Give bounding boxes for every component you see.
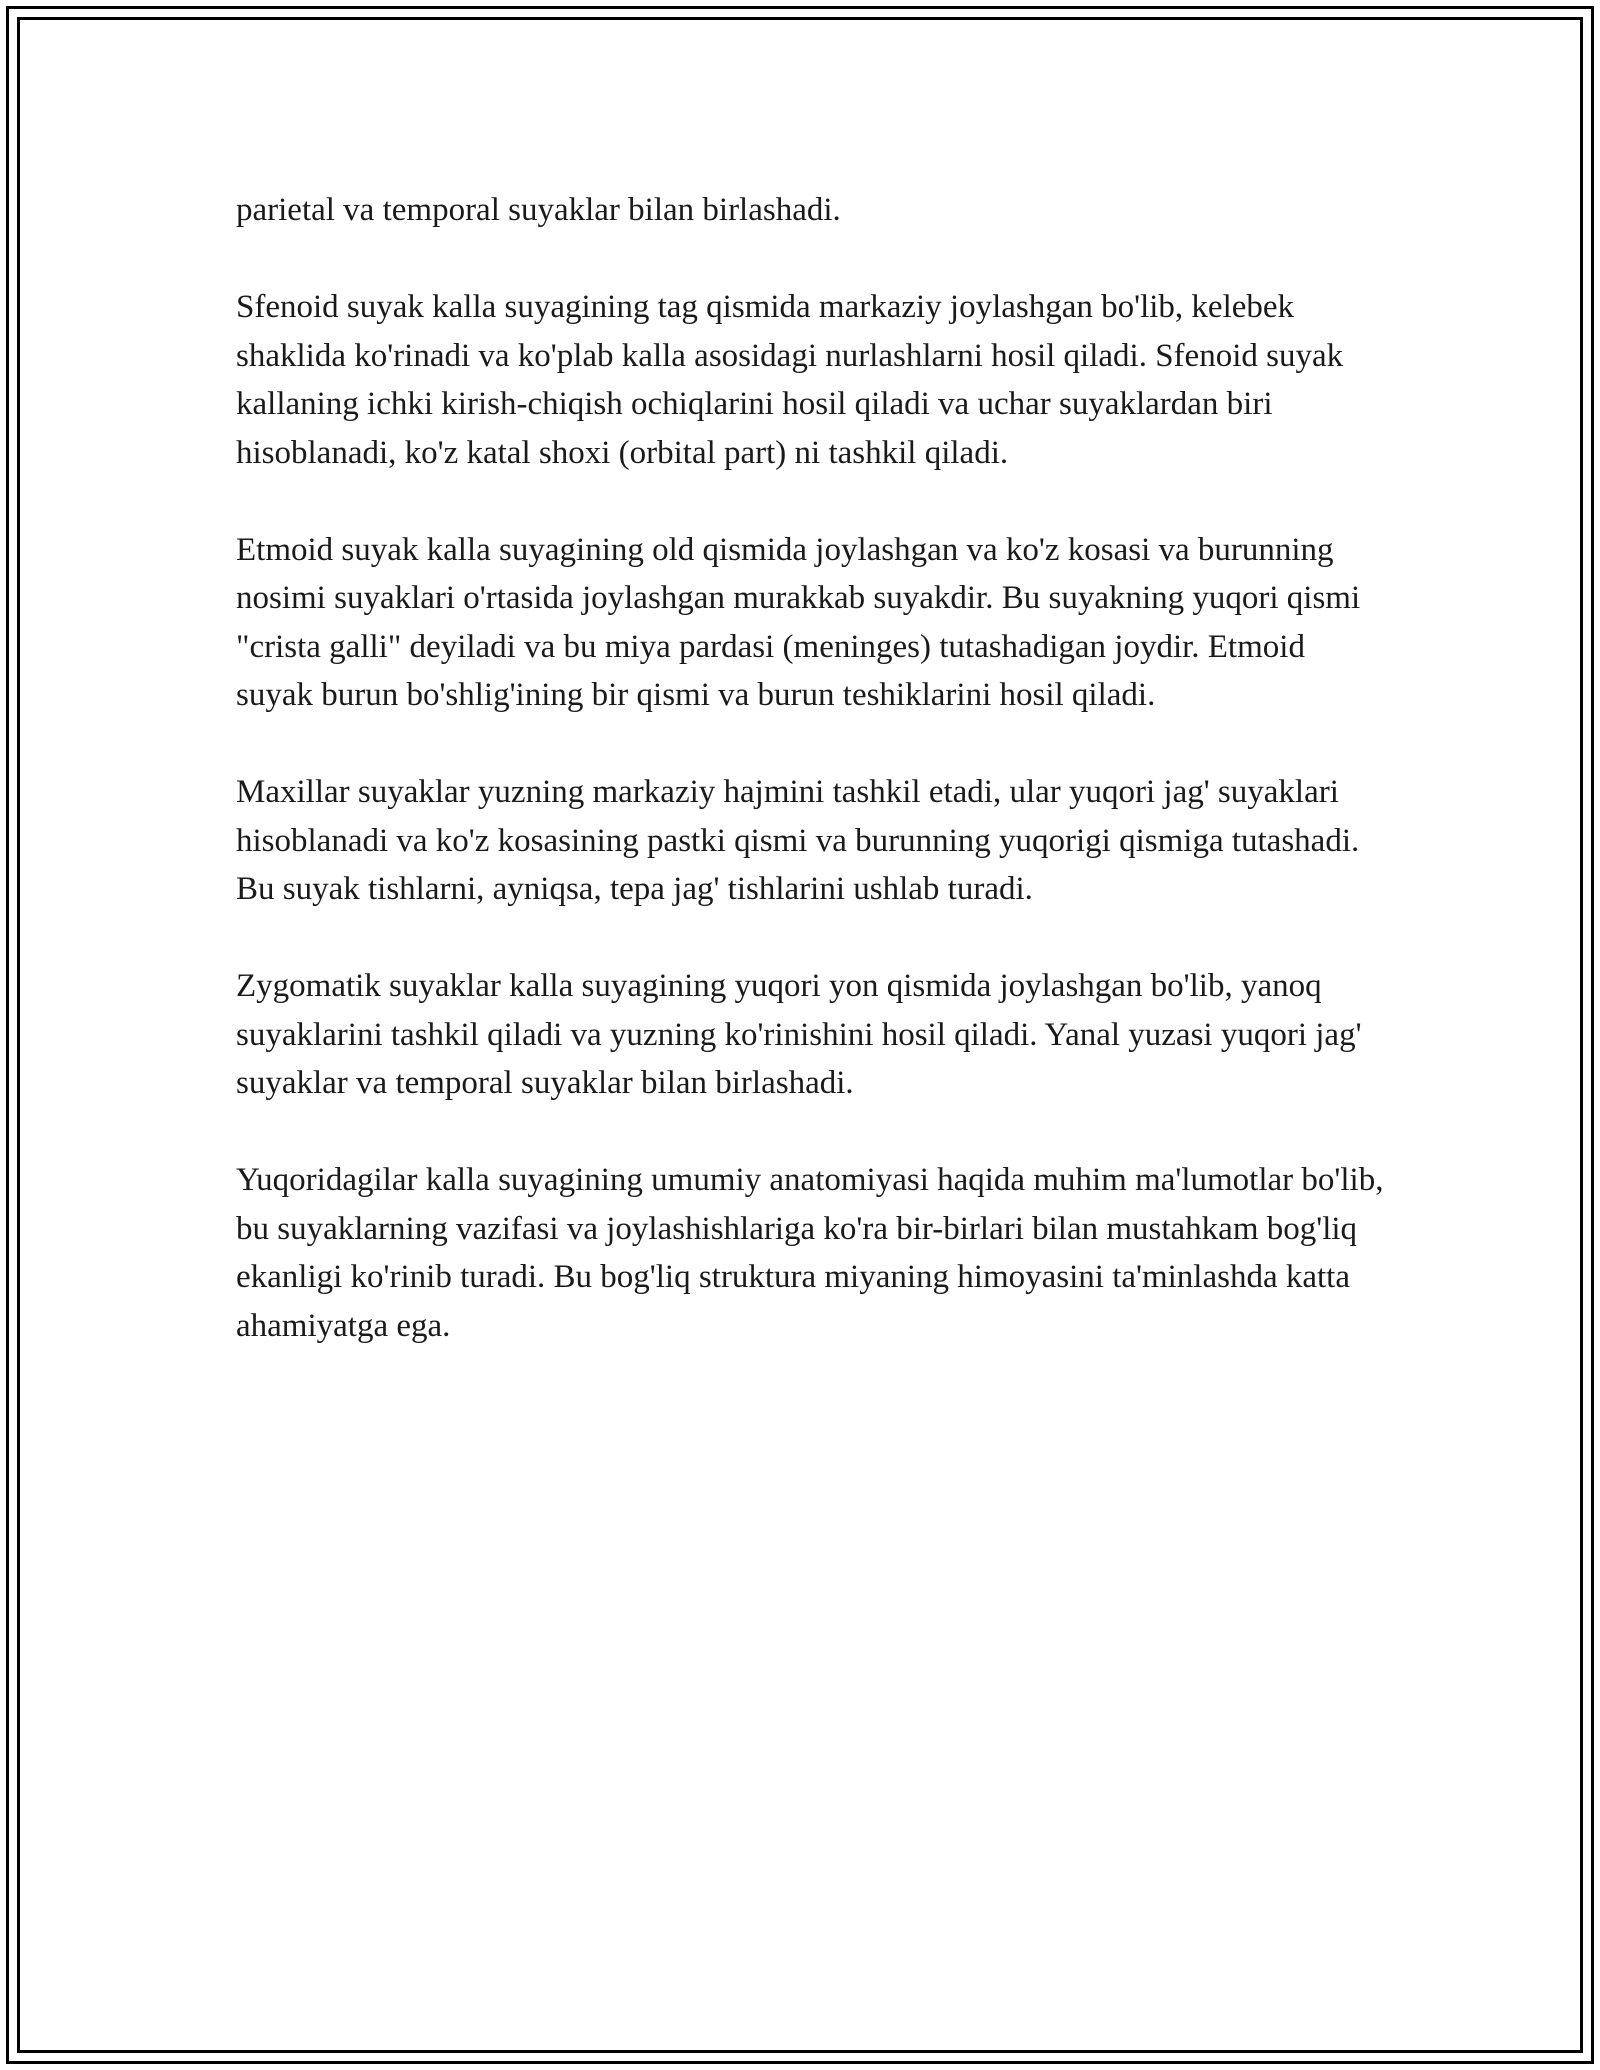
paragraph-maxilla: Maxillar suyaklar yuzning markaziy hajmini tashkil etadi, ular yuqori jag' suyaklari hisoblanadi va ko'z kosasining pastki qismi va burunning yuqorigi qismiga tutashadi. Bu suyak tishlarni, ayniqsa, tepa jag' tishlarini ushlab turadi. <box>236 774 1360 907</box>
paragraph-summary: Yuqoridagilar kalla suyagining umumiy anatomiyasi haqida muhim ma'lumotlar bo'lib, bu suyaklarning vazifasi va joylashishlariga ko'ra bir-birlari bilan mustahkam bog'liq ekanligi ko'rinib turadi. Bu bog'liq struktura miyaning himoyasini ta'minlashda katta ahamiyatga ega. <box>236 1162 1384 1344</box>
paragraph-zygomatic: Zygomatik suyaklar kalla suyagining yuqori yon qismida joylashgan bo'lib, yanoq suyaklarini tashkil qiladi va yuzning ko'rinishini hosil qiladi. Yanal yuzasi yuqori jag' suyaklar va temporal suyaklar bilan birlashadi. <box>236 968 1362 1101</box>
paragraph-sphenoid: Sfenoid suyak kalla suyagining tag qismida markaziy joylashgan bo'lib, kelebek shaklida ko'rinadi va ko'plab kalla asosidagi nurlashlarni hosil qiladi. Sfenoid suyak kallaning ichki kirish-chiqish ochiqlarini hosil qiladi va uchar suyaklardan biri hisoblanadi, ko'z katal shoxi (orbital part) ni tashkil qiladi. <box>236 289 1344 471</box>
paragraph-ethmoid: Etmoid suyak kalla suyagining old qismida joylashgan va ko'z kosasi va burunning nosimi suyaklari o'rtasida joylashgan murakkab suyakdir. Bu suyakning yuqori qismi "crista galli" deyiladi va bu miya pardasi (meninges) tutashadigan joydir. Etmoid suyak burun bo'shlig'ining bir qismi va burun teshiklarini hosil qiladi. <box>236 531 1361 713</box>
paragraph-parietal: parietal va temporal suyaklar bilan birlashadi. <box>236 192 841 228</box>
document-body <box>236 186 1386 1399</box>
